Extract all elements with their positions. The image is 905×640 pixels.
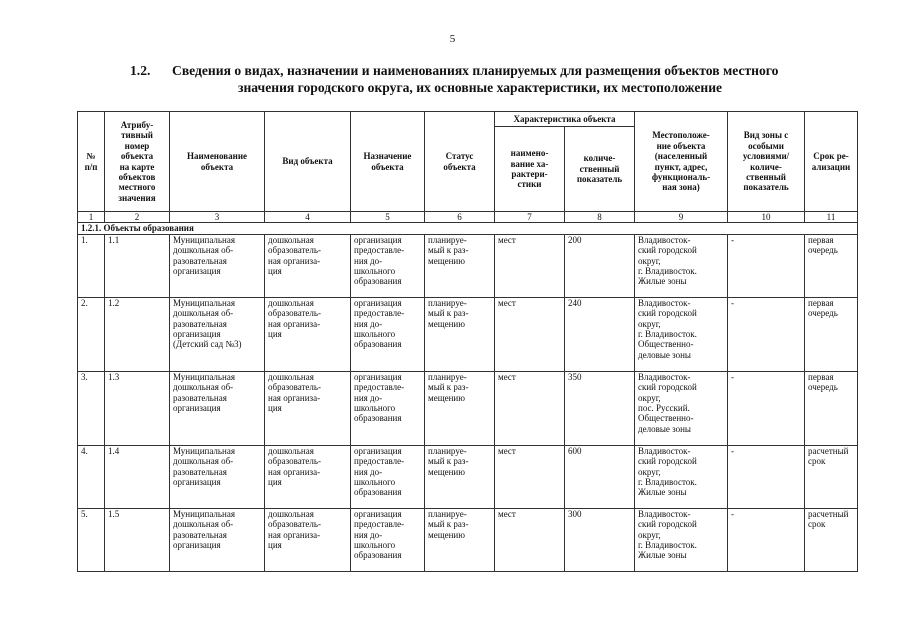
text-line: значения: [118, 192, 156, 203]
text-line: Жилые зоны: [638, 550, 687, 561]
cell-location: [635, 445, 728, 508]
text-line: образователь-: [268, 382, 321, 393]
text-line: ция: [268, 403, 282, 414]
text-line: объекта: [443, 161, 476, 172]
text-line: очередь: [808, 308, 838, 319]
text-line: предоставле-: [354, 382, 405, 393]
table-row: [78, 371, 858, 445]
text-line: мещению: [428, 255, 465, 266]
column-number: 4: [265, 212, 351, 223]
cell-name: [170, 508, 265, 571]
cell-status: [425, 445, 495, 508]
heading-number: 1.2.: [130, 63, 151, 78]
text-line: ния до-: [354, 318, 383, 329]
text-line: ние объекта: [656, 140, 706, 151]
text-line: г. Владивосток.: [638, 266, 697, 277]
text-line: количе-: [583, 153, 616, 164]
text-line: деловые зоны: [638, 423, 691, 434]
text-line: дошкольная об-: [173, 456, 234, 467]
section-title: 1.2.1. Объекты образования: [78, 223, 858, 234]
text-line: очередь: [808, 382, 838, 393]
text-line: (населенный: [654, 151, 708, 162]
text-line: ский городской: [638, 519, 697, 530]
text-line: предоставле-: [354, 308, 405, 319]
header-zone: [728, 112, 805, 212]
cell-char-value: 300: [565, 508, 635, 571]
text-line: организация: [173, 266, 221, 277]
text-line: разовательная: [173, 392, 227, 403]
text-line: очередь: [808, 245, 838, 256]
objects-table: [77, 111, 858, 572]
text-line: ния до-: [354, 255, 383, 266]
page-number: 5: [449, 33, 456, 45]
text-line: предоставле-: [354, 456, 405, 467]
cell-status: [425, 234, 495, 297]
cell-attr: 1.4: [105, 445, 170, 508]
text-line: ния до-: [354, 466, 383, 477]
cell-term: [805, 371, 858, 445]
cell-char-value: 200: [565, 234, 635, 297]
cell-status: [425, 297, 495, 371]
cell-status: [425, 371, 495, 445]
text-line: ная организа-: [268, 318, 321, 329]
text-line: первая: [808, 234, 834, 245]
text-line: мещению: [428, 466, 465, 477]
cell-type: [265, 234, 351, 297]
cell-char-value: 350: [565, 371, 635, 445]
text-line: организация: [173, 477, 221, 488]
text-line: школьного: [354, 329, 396, 340]
text-line: ский городской: [638, 456, 697, 467]
cell-status: [425, 508, 495, 571]
text-line: Муниципальная: [173, 297, 235, 308]
text-line: срок: [808, 519, 826, 530]
cell-purpose: [351, 297, 425, 371]
text-line: планируе-: [428, 234, 467, 245]
column-number: 1: [78, 212, 105, 223]
text-line: образования: [354, 413, 402, 424]
text-line: мый к раз-: [428, 382, 469, 393]
text-line: объекта: [120, 151, 154, 162]
text-line: организация: [354, 508, 402, 519]
text-line: организация: [354, 234, 402, 245]
text-line: организация: [173, 403, 221, 414]
column-numbers-row: [78, 212, 858, 223]
text-line: ственный: [746, 171, 786, 182]
text-line: предоставле-: [354, 245, 405, 256]
text-line: дошкольная: [268, 445, 314, 456]
text-line: школьного: [354, 266, 396, 277]
text-line: п/п: [84, 161, 98, 172]
text-line: расчетный: [808, 508, 849, 519]
text-line: ная организа-: [268, 392, 321, 403]
text-line: ная организа-: [268, 255, 321, 266]
text-line: Владивосток-: [638, 508, 691, 519]
text-line: образователь-: [268, 456, 321, 467]
text-line: ственный: [579, 163, 620, 174]
text-line: Владивосток-: [638, 371, 691, 382]
text-line: ция: [268, 329, 282, 340]
text-line: образователь-: [268, 519, 321, 530]
text-line: срок: [808, 456, 826, 467]
text-line: округ,: [638, 255, 661, 266]
text-line: мый к раз-: [428, 245, 469, 256]
cell-name: [170, 234, 265, 297]
column-number: 11: [805, 212, 858, 223]
text-line: ния до-: [354, 392, 383, 403]
header-term: [805, 112, 858, 212]
text-line: местного: [118, 182, 156, 193]
text-line: г. Владивосток.: [638, 540, 697, 551]
text-line: количе-: [750, 161, 782, 172]
cell-char-name: мест: [495, 508, 565, 571]
text-line: Владивосток-: [638, 445, 691, 456]
table-row: [78, 445, 858, 508]
text-line: Статус: [445, 151, 474, 162]
text-line: округ,: [638, 318, 661, 329]
cell-char-name: мест: [495, 445, 565, 508]
cell-name: [170, 371, 265, 445]
column-number: 10: [728, 212, 805, 223]
cell-purpose: [351, 508, 425, 571]
text-line: организация: [354, 297, 402, 308]
text-line: ная организа-: [268, 529, 321, 540]
text-line: организация: [173, 329, 221, 340]
header-object-name: [170, 112, 265, 212]
text-line: дошкольная об-: [173, 519, 234, 530]
text-line: объекта: [200, 161, 234, 172]
text-line: пункт, адрес,: [654, 161, 708, 172]
cell-zone: -: [728, 297, 805, 371]
cell-type: [265, 508, 351, 571]
text-line: Общественно-: [638, 413, 694, 424]
text-line: Вид объекта: [282, 156, 333, 167]
cell-type: [265, 445, 351, 508]
cell-purpose: [351, 371, 425, 445]
text-line: организация: [173, 540, 221, 551]
cell-char-name: мест: [495, 234, 565, 297]
cell-num: 5.: [78, 508, 105, 571]
text-line: дошкольная: [268, 234, 314, 245]
text-line: Владивосток-: [638, 297, 691, 308]
text-line: (Детский сад №3): [173, 339, 242, 350]
section-row: [78, 223, 858, 234]
text-line: расчетный: [808, 445, 849, 456]
text-line: Местоположе-: [652, 130, 710, 141]
text-line: округ,: [638, 392, 661, 403]
text-line: ализации: [811, 161, 851, 172]
cell-name: [170, 297, 265, 371]
column-number: 7: [495, 212, 565, 223]
text-line: деловые зоны: [638, 349, 691, 360]
text-line: мещению: [428, 318, 465, 329]
text-line: Муниципальная: [173, 234, 235, 245]
header-num: [78, 112, 105, 212]
text-line: наимено-: [510, 148, 549, 159]
cell-name: [170, 445, 265, 508]
cell-term: [805, 297, 858, 371]
column-number: 3: [170, 212, 265, 223]
text-line: школьного: [354, 403, 396, 414]
cell-attr: 1.3: [105, 371, 170, 445]
text-line: Назначение: [363, 151, 412, 162]
text-line: школьного: [354, 540, 396, 551]
text-line: Атрибу-: [120, 119, 154, 130]
cell-location: [635, 234, 728, 297]
text-line: ция: [268, 266, 282, 277]
column-number: 5: [351, 212, 425, 223]
text-line: планируе-: [428, 371, 467, 382]
text-line: планируе-: [428, 445, 467, 456]
text-line: образования: [354, 339, 402, 350]
text-line: образователь-: [268, 245, 321, 256]
text-line: Наименование: [187, 151, 247, 162]
cell-zone: -: [728, 508, 805, 571]
header-object-purpose: [351, 112, 425, 212]
text-line: мещению: [428, 529, 465, 540]
table-row: [78, 234, 858, 297]
cell-attr: 1.1: [105, 234, 170, 297]
table-row: [78, 297, 858, 371]
text-line: дошкольная об-: [173, 382, 234, 393]
text-line: планируе-: [428, 297, 467, 308]
text-line: первая: [808, 297, 834, 308]
text-line: объектов: [118, 171, 156, 182]
text-line: пос. Русский.: [638, 403, 690, 414]
text-line: разовательная: [173, 529, 227, 540]
column-number: 6: [425, 212, 495, 223]
text-line: условиями/: [742, 151, 790, 162]
text-line: объекта: [371, 161, 404, 172]
text-line: рактери-: [511, 169, 548, 179]
header-location: [635, 112, 728, 212]
cell-location: [635, 508, 728, 571]
text-line: дошкольная: [268, 508, 314, 519]
text-line: Жилые зоны: [638, 487, 687, 498]
text-line: ция: [268, 477, 282, 488]
text-line: организация: [354, 371, 402, 382]
text-line: №: [86, 151, 96, 162]
text-line: образования: [354, 487, 402, 498]
text-line: мый к раз-: [428, 456, 469, 467]
text-line: Общественно-: [638, 339, 694, 350]
text-line: ский городской: [638, 308, 697, 319]
text-line: Муниципальная: [173, 445, 235, 456]
text-line: стики: [517, 179, 542, 190]
text-line: округ,: [638, 466, 661, 477]
heading-line-2: значения городского округа, их основные характеристики, их местоположение: [238, 80, 723, 95]
cell-location: [635, 371, 728, 445]
cell-char-value: 240: [565, 297, 635, 371]
cell-purpose: [351, 234, 425, 297]
text-line: показатель: [743, 182, 789, 193]
text-line: школьного: [354, 477, 396, 488]
text-line: разовательная: [173, 466, 227, 477]
text-line: дошкольная: [268, 371, 314, 382]
text-line: мещению: [428, 392, 465, 403]
header-object-type: [265, 112, 351, 212]
text-line: показатель: [576, 174, 623, 185]
cell-attr: 1.5: [105, 508, 170, 571]
text-line: образователь-: [268, 308, 321, 319]
cell-num: 2.: [78, 297, 105, 371]
cell-zone: -: [728, 234, 805, 297]
header-char-value: [565, 127, 635, 212]
text-line: образования: [354, 550, 402, 561]
text-line: ная организа-: [268, 466, 321, 477]
text-line: Вид зоны с: [743, 130, 789, 141]
cell-location: [635, 297, 728, 371]
text-line: ния до-: [354, 529, 383, 540]
table-row: [78, 508, 858, 571]
text-line: Срок ре-: [813, 151, 849, 162]
text-line: предоставле-: [354, 519, 405, 530]
text-line: Жилые зоны: [638, 276, 687, 287]
column-number: 2: [105, 212, 170, 223]
header-object-status: [425, 112, 495, 212]
cell-zone: -: [728, 445, 805, 508]
column-number: 8: [565, 212, 635, 223]
text-line: мый к раз-: [428, 519, 469, 530]
text-line: округ,: [638, 529, 661, 540]
text-line: разовательная: [173, 318, 227, 329]
text-line: ция: [268, 540, 282, 551]
text-line: г. Владивосток.: [638, 477, 697, 488]
cell-num: 1.: [78, 234, 105, 297]
text-line: ная зона): [662, 182, 700, 193]
cell-attr: 1.2: [105, 297, 170, 371]
cell-char-value: 600: [565, 445, 635, 508]
cell-num: 3.: [78, 371, 105, 445]
text-line: разовательная: [173, 255, 227, 266]
header-attribute-number: [105, 112, 170, 212]
cell-char-name: мест: [495, 371, 565, 445]
text-line: особыми: [748, 140, 784, 151]
text-line: мый к раз-: [428, 308, 469, 319]
cell-type: [265, 297, 351, 371]
text-line: первая: [808, 371, 834, 382]
text-line: планируе-: [428, 508, 467, 519]
cell-term: [805, 445, 858, 508]
column-number: 9: [635, 212, 728, 223]
text-line: образования: [354, 276, 402, 287]
text-line: организация: [354, 445, 402, 456]
text-line: вание ха-: [510, 158, 549, 169]
cell-purpose: [351, 445, 425, 508]
cell-zone: -: [728, 371, 805, 445]
text-line: г. Владивосток.: [638, 329, 697, 340]
header-characteristic: Характеристика объекта: [495, 112, 635, 127]
cell-type: [265, 371, 351, 445]
text-line: Муниципальная: [173, 508, 235, 519]
text-line: дошкольная об-: [173, 245, 234, 256]
text-line: ский городской: [638, 382, 697, 393]
text-line: дошкольная: [268, 297, 314, 308]
cell-term: [805, 508, 858, 571]
text-line: Владивосток-: [638, 234, 691, 245]
text-line: тивный: [121, 130, 153, 141]
cell-term: [805, 234, 858, 297]
text-line: Муниципальная: [173, 371, 235, 382]
text-line: ский городской: [638, 245, 697, 256]
text-line: функциональ-: [651, 171, 711, 182]
text-line: номер: [124, 140, 150, 151]
heading-line-1: Сведения о видах, назначении и наименованиях планируемых для размещения объектов местного: [172, 63, 779, 78]
cell-char-name: мест: [495, 297, 565, 371]
cell-num: 4.: [78, 445, 105, 508]
header-char-name: [495, 127, 565, 212]
text-line: дошкольная об-: [173, 308, 234, 319]
text-line: на карте: [119, 161, 155, 172]
